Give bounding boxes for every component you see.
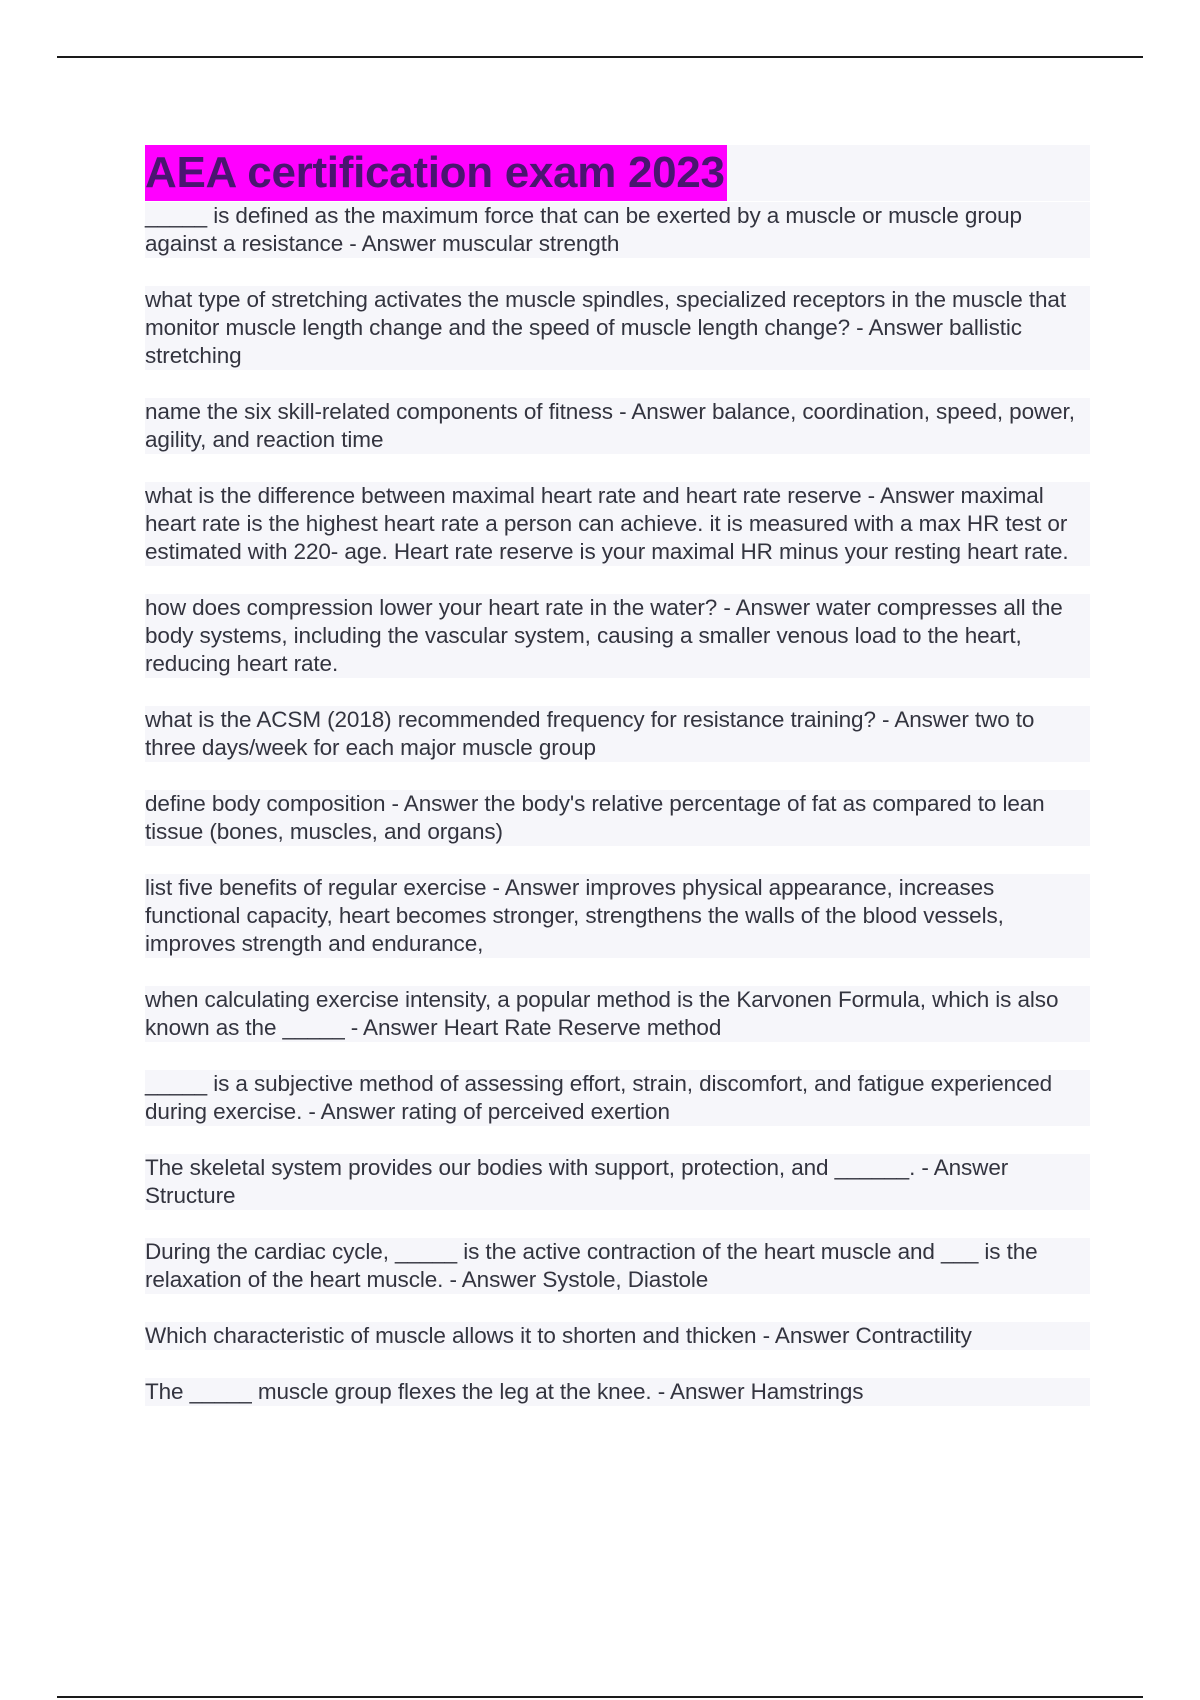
title-row — [145, 145, 1090, 201]
bottom-divider — [57, 1696, 1143, 1698]
qa-item: During the cardiac cycle, _____ is the active contraction of the heart muscle and ___ is the relaxation of the heart muscle. - Answer Systole, Diastole — [145, 1238, 1090, 1294]
qa-list — [145, 202, 1090, 1406]
page-title: AEA certification exam 2023 — [145, 145, 727, 201]
qa-item: what is the ACSM (2018) recommended frequency for resistance training? - Answer two to three days/week for each major muscle group — [145, 706, 1090, 762]
qa-item: The _____ muscle group flexes the leg at the knee. - Answer Hamstrings — [145, 1378, 1090, 1406]
qa-item: list five benefits of regular exercise - Answer improves physical appearance, increases functional capacity, heart becomes stronger, strengthens the walls of the blood vessels, improves strength and endurance, — [145, 874, 1090, 958]
qa-item: name the six skill-related components of fitness - Answer balance, coordination, speed, power, agility, and reaction time — [145, 398, 1090, 454]
qa-item: when calculating exercise intensity, a popular method is the Karvonen Formula, which is also known as the _____ - Answer Heart Rate Reserve method — [145, 986, 1090, 1042]
top-divider — [57, 56, 1143, 58]
qa-item: _____ is a subjective method of assessing effort, strain, discomfort, and fatigue experienced during exercise. - Answer rating of perceived exertion — [145, 1070, 1090, 1126]
qa-item: how does compression lower your heart rate in the water? - Answer water compresses all the body systems, including the vascular system, causing a smaller venous load to the heart, reducing heart rate. — [145, 594, 1090, 678]
qa-item: what is the difference between maximal heart rate and heart rate reserve - Answer maximal heart rate is the highest heart rate a person can achieve. it is measured with a max HR test or estimated with 220- age. Heart rate reserve is your maximal HR minus your resting heart rate. — [145, 482, 1090, 566]
qa-item: The skeletal system provides our bodies with support, protection, and ______. - Answer Structure — [145, 1154, 1090, 1210]
document-body — [145, 145, 1090, 1434]
qa-item: Which characteristic of muscle allows it to shorten and thicken - Answer Contractility — [145, 1322, 1090, 1350]
qa-item: _____ is defined as the maximum force that can be exerted by a muscle or muscle group against a resistance - Answer muscular strength — [145, 202, 1090, 258]
qa-item: define body composition - Answer the body's relative percentage of fat as compared to lean tissue (bones, muscles, and organs) — [145, 790, 1090, 846]
qa-item: what type of stretching activates the muscle spindles, specialized receptors in the muscle that monitor muscle length change and the speed of muscle length change? - Answer ballistic stretching — [145, 286, 1090, 370]
